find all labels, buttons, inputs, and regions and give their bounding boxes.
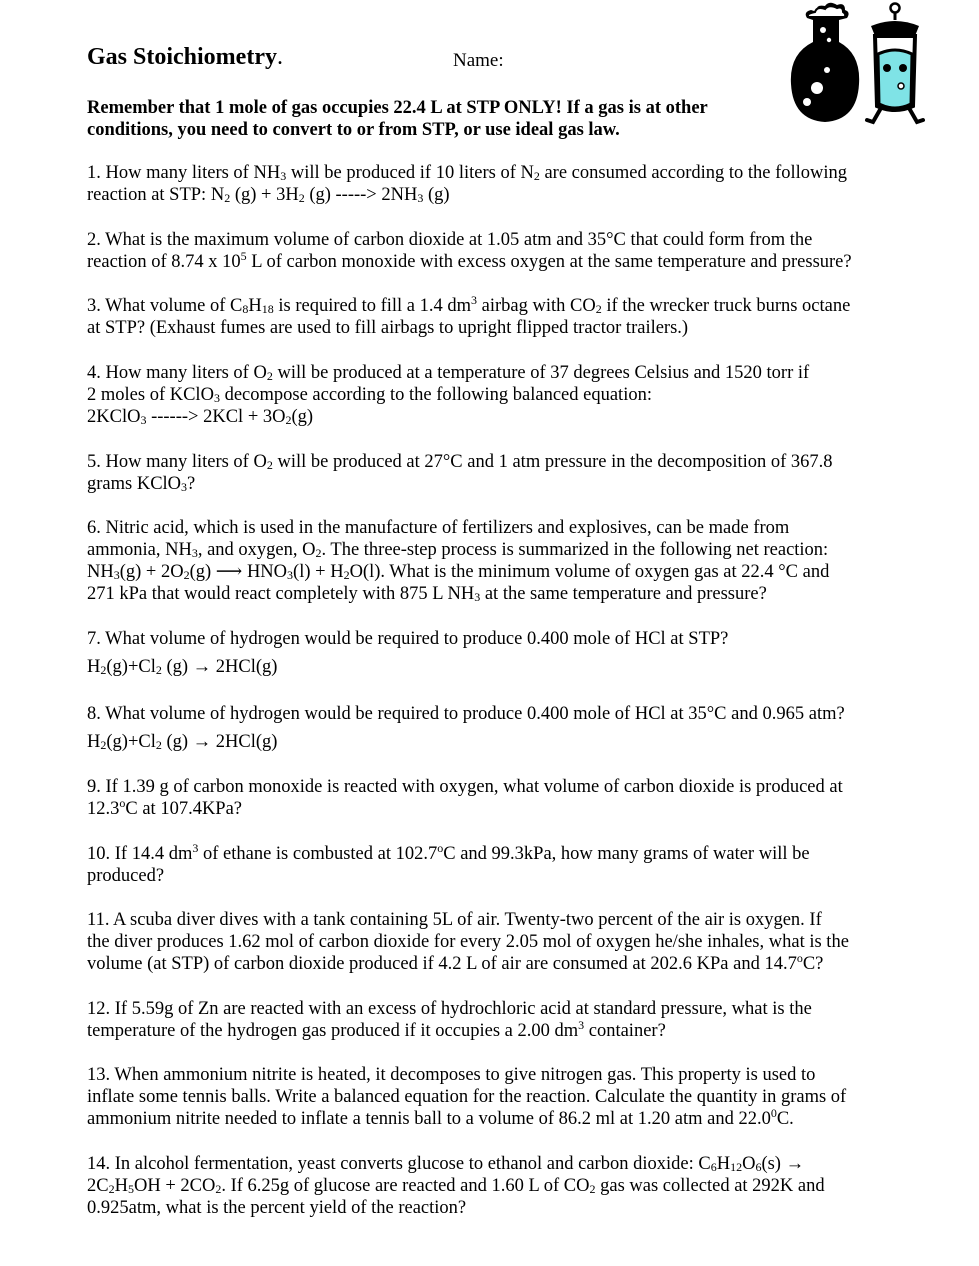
text-segment: 12.3	[87, 799, 120, 819]
text-segment: H	[87, 657, 101, 677]
subscript: 2	[298, 191, 305, 205]
text-segment: volume (at STP) of carbon dioxide produced if 4.2 L of air are consumed at 202.6 KPa and 14.7	[87, 954, 797, 974]
question-line	[87, 776, 897, 798]
text-segment: C and 99.3kPa, how many grams of water will be	[443, 844, 810, 864]
text-segment: (g)	[423, 185, 450, 205]
text-segment: 10. If 14.4 dm	[87, 844, 193, 864]
text-segment: produced?	[87, 866, 165, 886]
text-segment: 13. When ammonium nitrite is heated, it decomposes to give nitrogen gas. This property is used to	[87, 1065, 816, 1085]
text-segment: C?	[802, 954, 824, 974]
text-segment: , and oxygen, O	[197, 540, 316, 560]
question-line	[87, 162, 897, 184]
text-segment: gas was collected at 292K and	[595, 1176, 825, 1196]
subscript: 3	[280, 169, 287, 183]
text-segment: C.	[776, 1109, 794, 1129]
superscript: o	[796, 951, 803, 965]
text-segment: will be produced if 10 liters of N	[286, 163, 534, 183]
text-segment: 1. How many liters of NH	[87, 163, 281, 183]
text-segment: . The three-step process is summarized in the following net reaction:	[321, 540, 829, 560]
question-line	[87, 931, 897, 953]
text-segment: 4. How many liters of O	[87, 363, 267, 383]
subscript: 2	[100, 738, 107, 752]
question-line	[87, 1086, 897, 1108]
subscript: 3	[474, 590, 481, 604]
text-segment: temperature of the hydrogen gas produced if it occupies a 2.00 dm	[87, 1021, 579, 1041]
question-12	[87, 998, 897, 1042]
superscript: 3	[578, 1018, 585, 1032]
question-line	[87, 251, 897, 273]
question-8	[87, 703, 897, 753]
text-segment: (g) → 2HCl(g)	[161, 732, 278, 752]
subscript: 2	[589, 1182, 596, 1196]
text-segment: OH + 2CO	[133, 1176, 216, 1196]
superscript: o	[119, 796, 126, 810]
question-line	[87, 656, 897, 678]
text-segment: (s) →	[761, 1154, 805, 1174]
text-segment: ammonia, NH	[87, 540, 192, 560]
text-segment: . If 6.25g of glucose are reacted and 1.60 L of CO	[221, 1176, 590, 1196]
subscript: 2	[266, 458, 273, 472]
text-segment: 8. What volume of hydrogen would be required to produce 0.400 mole of HCl at 35°C and 0.965 atm?	[87, 704, 845, 724]
text-segment: O	[742, 1154, 756, 1174]
subscript: 2	[595, 302, 602, 316]
text-segment: will be produced at a temperature of 37 degrees Celsius and 1520 torr if	[272, 363, 810, 383]
subscript: 2	[100, 663, 107, 677]
question-line	[87, 1020, 897, 1042]
subscript: 2	[215, 1182, 222, 1196]
question-line	[87, 583, 897, 605]
question-line	[87, 731, 897, 753]
text-segment: NH	[87, 562, 114, 582]
subscript: 3	[140, 413, 147, 427]
text-segment: C at 107.4KPa?	[125, 799, 243, 819]
text-segment: grams KClO	[87, 474, 182, 494]
subscript: 3	[213, 391, 220, 405]
text-segment: of ethane is combusted at 102.7	[198, 844, 438, 864]
text-segment: L of carbon monoxide with excess oxygen at the same temperature and pressure?	[246, 252, 852, 272]
subscript: 2	[108, 1182, 115, 1196]
question-line	[87, 451, 897, 473]
question-2	[87, 229, 897, 273]
text-segment: H	[114, 1176, 128, 1196]
text-segment: are consumed according to the following	[539, 163, 848, 183]
text-segment: ammonium nitrite needed to inflate a tennis ball to a volume of 86.2 ml at 1.20 atm and 22.0	[87, 1109, 771, 1129]
text-segment: 2C	[87, 1176, 109, 1196]
question-line	[87, 843, 897, 865]
question-line	[87, 229, 897, 251]
question-line	[87, 909, 897, 931]
text-segment: 2. What is the maximum volume of carbon dioxide at 1.05 atm and 35°C that could form from the	[87, 230, 813, 250]
superscript: 3	[192, 841, 199, 855]
question-1	[87, 162, 897, 206]
text-segment: decompose according to the following balanced equation:	[219, 385, 652, 405]
superscript: 5	[240, 249, 247, 263]
subscript: 3	[417, 191, 424, 205]
subscript: 2	[285, 413, 292, 427]
question-line	[87, 1197, 897, 1219]
question-line	[87, 953, 897, 975]
question-line	[87, 384, 897, 406]
subscript: 3	[287, 568, 294, 582]
reminder-line: Remember that 1 mole of gas occupies 22.4 L at STP ONLY! If a gas is at other	[87, 98, 708, 118]
header	[87, 44, 787, 76]
text-segment: H	[716, 1154, 731, 1174]
subscript: 18	[261, 302, 274, 316]
text-segment: (g)+Cl	[106, 657, 156, 677]
superscript: o	[437, 841, 444, 855]
text-segment: (g) + 3H	[230, 185, 299, 205]
question-11	[87, 909, 897, 975]
question-line	[87, 473, 897, 495]
superscript: 0	[770, 1106, 777, 1120]
subscript: 3	[181, 480, 188, 494]
question-line	[87, 406, 897, 428]
text-segment: ------> 2KCl + 3O	[146, 407, 286, 427]
question-line	[87, 865, 897, 887]
text-segment: (g) + 2O	[119, 562, 184, 582]
subscript: 12	[730, 1160, 743, 1174]
question-line	[87, 295, 897, 317]
subscript: 2	[533, 169, 540, 183]
text-segment: O(l). What is the minimum volume of oxygen gas at 22.4 °C and	[349, 562, 830, 582]
beaker-character-icon	[867, 4, 923, 123]
subscript: 2	[155, 738, 162, 752]
text-segment: ?	[187, 474, 196, 494]
text-segment: reaction at STP: N	[87, 185, 225, 205]
text-segment: 12. If 5.59g of Zn are reacted with an excess of hydrochloric acid at standard pressure, what is the	[87, 999, 812, 1019]
question-5	[87, 451, 897, 495]
subscript: 2	[224, 191, 231, 205]
question-line	[87, 1153, 897, 1175]
question-line	[87, 362, 897, 384]
question-10	[87, 843, 897, 887]
subscript: 3	[191, 546, 198, 560]
question-9	[87, 776, 897, 820]
question-7	[87, 628, 897, 678]
subscript: 5	[127, 1182, 134, 1196]
text-segment: 6. Nitric acid, which is used in the manufacture of fertilizers and explosives, can be made from	[87, 518, 790, 538]
text-segment: H	[248, 296, 262, 316]
question-3	[87, 295, 897, 339]
text-segment: H	[87, 732, 101, 752]
text-segment: the diver produces 1.62 mol of carbon dioxide for every 2.05 mol of oxygen he/she inhales, what is the	[87, 932, 849, 952]
text-segment: inflate some tennis balls. Write a balanced equation for the reaction. Calculate the quantity in grams of	[87, 1087, 847, 1107]
text-segment: (g) ⟶ HNO	[189, 562, 288, 582]
text-segment: at the same temperature and pressure?	[480, 584, 767, 604]
text-segment: at STP? (Exhaust fumes are used to fill airbags to upright flipped tractor trailers.)	[87, 318, 689, 338]
question-line	[87, 184, 897, 206]
subscript: 8	[242, 302, 249, 316]
question-line	[87, 998, 897, 1020]
text-segment: (l) + H	[293, 562, 344, 582]
text-segment: airbag with CO	[477, 296, 596, 316]
text-segment: 9. If 1.39 g of carbon monoxide is reacted with oxygen, what volume of carbon dioxide is produced at	[87, 777, 843, 797]
text-segment: 3. What volume of C	[87, 296, 243, 316]
text-segment: 271 kPa that would react completely with 875 L NH	[87, 584, 475, 604]
text-segment: 5. How many liters of O	[87, 452, 267, 472]
superscript: 3	[471, 293, 478, 307]
text-segment: 0.925atm, what is the percent yield of the reaction?	[87, 1198, 467, 1218]
name-label: Name:	[453, 50, 504, 71]
text-segment: reaction of 8.74 x 10	[87, 252, 241, 272]
question-line	[87, 517, 897, 539]
reminder-line: conditions, you need to convert to or from STP, or use ideal gas law.	[87, 120, 620, 140]
subscript: 6	[710, 1160, 717, 1174]
page-title: Gas Stoichiometry.	[87, 44, 283, 70]
question-line	[87, 1108, 897, 1130]
question-4	[87, 362, 897, 428]
stp-reminder	[87, 97, 767, 141]
text-segment: 11. A scuba diver dives with a tank containing 5L of air. Twenty-two percent of the air is oxygen. If	[87, 910, 822, 930]
question-line	[87, 798, 897, 820]
subscript: 2	[183, 568, 190, 582]
question-line	[87, 1064, 897, 1086]
text-segment: 7. What volume of hydrogen would be required to produce 0.400 mole of HCl at STP?	[87, 629, 729, 649]
text-segment: container?	[584, 1021, 666, 1041]
text-segment: (g) -----> 2NH	[304, 185, 418, 205]
question-line	[87, 317, 897, 339]
chemistry-flask-clipart	[787, 2, 927, 132]
text-segment: 14. In alcohol fermentation, yeast converts glucose to ethanol and carbon dioxide: C	[87, 1154, 711, 1174]
question-line	[87, 1175, 897, 1197]
round-flask-icon	[791, 3, 859, 122]
text-segment: is required to fill a 1.4 dm	[273, 296, 472, 316]
question-line	[87, 561, 897, 583]
subscript: 2	[343, 568, 350, 582]
question-line	[87, 628, 897, 650]
text-segment: (g)+Cl	[106, 732, 156, 752]
question-14	[87, 1153, 897, 1219]
question-line	[87, 539, 897, 561]
subscript: 2	[315, 546, 322, 560]
subscript: 2	[266, 369, 273, 383]
text-segment: (g)	[291, 407, 314, 427]
subscript: 2	[155, 663, 162, 677]
subscript: 6	[755, 1160, 762, 1174]
subscript: 3	[113, 568, 120, 582]
question-line	[87, 703, 897, 725]
question-13	[87, 1064, 897, 1130]
text-segment: 2KClO	[87, 407, 141, 427]
text-segment: 2 moles of KClO	[87, 385, 214, 405]
text-segment: will be produced at 27°C and 1 atm pressure in the decomposition of 367.8	[272, 452, 833, 472]
text-segment: (g) → 2HCl(g)	[161, 657, 278, 677]
text-segment: if the wrecker truck burns octane	[601, 296, 851, 316]
question-6	[87, 517, 897, 605]
